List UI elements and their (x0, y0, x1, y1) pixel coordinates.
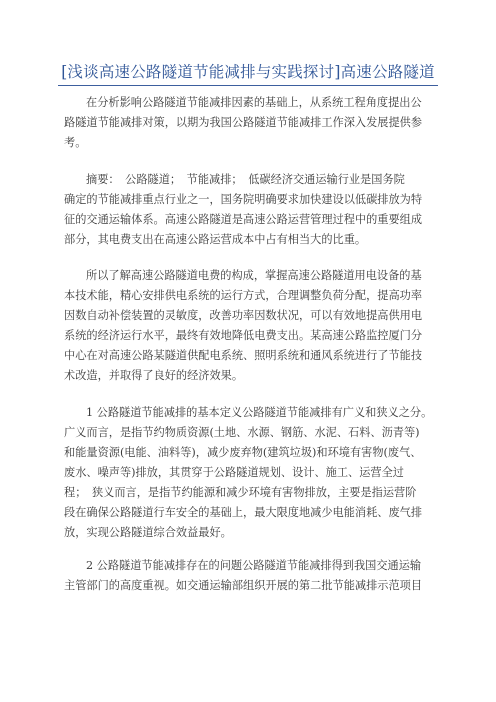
paragraph-line: 摘要： 公路隧道； 节能减排； 低碳经济交通运输行业是国务院 (86, 173, 405, 186)
paragraph-line: 所以了解高速公路隧道电费的构成，掌握高速公路隧道用电设备的基 (86, 269, 422, 282)
paragraph-line: 广义而言，是指节约物质资源(土地、水源、钢筋、水泥、石料、沥青等) (64, 426, 420, 439)
document-title: [浅谈高速公路隧道节能减排与实践探讨]高速公路隧道 (61, 63, 435, 81)
paragraph-electricity (64, 266, 423, 386)
paragraph-section-2 (64, 556, 423, 596)
paragraph-section-1 (64, 403, 433, 543)
paragraph-line: 征的交通运输体系。高速公路隧道是高速公路运营管理过程中的重要组成 (64, 213, 423, 226)
paragraph-line: 术改造，并取得了良好的经济效果。 (64, 369, 244, 382)
paragraph-line: 确定的节能减排重点行业之一，国务院明确要求加快建设以低碳排放为特 (64, 193, 423, 206)
paragraph-line: 段在确保公路隧道行车安全的基础上，最大限度地减少电能消耗、废气排 (64, 506, 423, 519)
paragraph-line: 部分，其电费支出在高速公路运营成本中占有相当大的比重。 (64, 233, 367, 246)
paragraph-line: 在分析影响公路隧道节能减排因素的基础上，从系统工程角度提出公 (86, 96, 422, 109)
paragraph-line: 和能量资源(电能、油料等)，减少废弃物(建筑垃圾)和环境有害物(废气、 (64, 446, 422, 459)
paragraph-intro (64, 93, 423, 153)
paragraph-line: 放，实现公路隧道综合效益最好。 (64, 526, 232, 539)
title-underline (58, 85, 438, 86)
paragraph-line: 主管部门的高度重视。如交通运输部组织开展的第二批节能减排示范项目 (64, 579, 423, 592)
paragraph-abstract (64, 170, 423, 250)
paragraph-line: 废水、噪声等)排放，其贯穿于公路隧道规划、设计、施工、运营全过 (64, 466, 404, 479)
paragraph-line: 路隧道节能减排对策，以期为我国公路隧道节能减排工作深入发展提供参 (64, 116, 423, 129)
paragraph-line: 2 公路隧道节能减排存在的问题公路隧道节能减排得到我国交通运输 (86, 559, 422, 572)
paragraph-line: 考。 (64, 136, 87, 149)
paragraph-line: 系统的经济运行水平，最终有效地降低电费支出。某高速公路监控厦门分 (64, 329, 423, 342)
paragraph-line: 本技术能，精心安排供电系统的运行方式，合理调整负荷分配，提高功率 (64, 289, 423, 302)
paragraph-line: 中心在对高速公路某隧道供配电系统、照明系统和通风系统进行了节能技 (64, 349, 423, 362)
paragraph-line: 程； 狭义而言，是指节约能源和减少环境有害物排放，主要是指运营阶 (64, 486, 417, 499)
paragraph-line: 因数自动补偿装置的灵敏度，改善功率因数状况，可以有效地提高供用电 (64, 309, 423, 322)
paragraph-line: 1 公路隧道节能减排的基本定义公路隧道节能减排有广义和狭义之分。 (86, 406, 433, 419)
